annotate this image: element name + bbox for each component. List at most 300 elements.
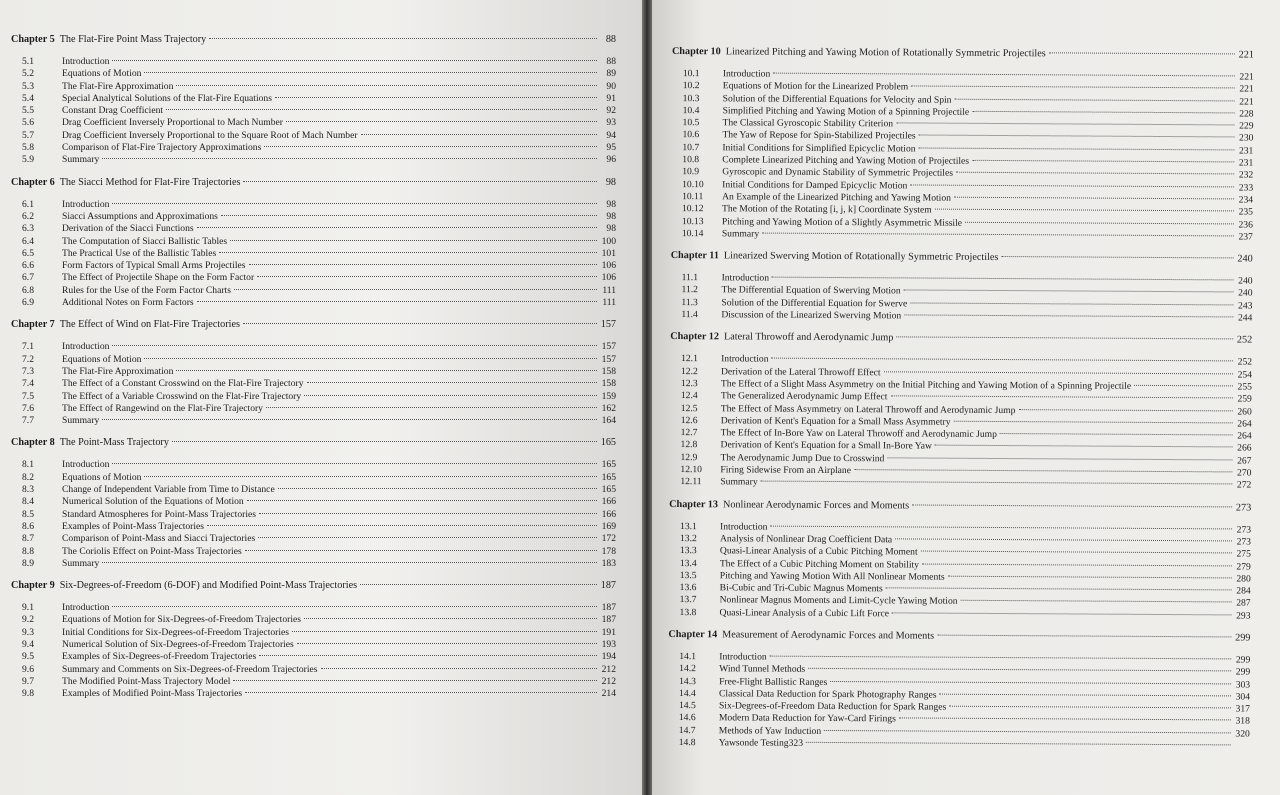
dot-leader: [172, 441, 597, 442]
dot-leader: [112, 345, 597, 346]
dot-leader: [884, 371, 1233, 374]
section-title: Derivation of the Lateral Throwoff Effect: [720, 365, 881, 378]
section-title: Derivation of Kent's Equation for a Small In-Bore Yaw: [720, 439, 933, 453]
toc-section-row: [11, 81, 616, 93]
section-page-number: 158: [601, 378, 616, 390]
toc-section-row: [11, 546, 616, 558]
dot-leader: [904, 314, 1233, 317]
section-title: Introduction: [720, 520, 768, 533]
section-number: 12.7: [680, 427, 698, 439]
section-page-number: 92: [606, 105, 616, 117]
section-page-number: 214: [601, 688, 616, 700]
section-title: Numerical Solution of Six-Degrees-of-Freedom Trajectories: [62, 638, 294, 650]
chapter-title: The Flat-Fire Point Mass Trajectory: [59, 34, 207, 45]
section-number: 10.2: [682, 80, 700, 92]
dot-leader: [360, 584, 597, 585]
dot-leader: [772, 358, 1234, 362]
section-page-number: 194: [601, 651, 616, 663]
dot-leader: [824, 730, 1231, 733]
section-page-number: 98: [606, 210, 616, 222]
section-number: 7.7: [22, 415, 34, 427]
dot-leader: [102, 562, 597, 563]
toc-section-row: [11, 415, 616, 427]
section-title: Drag Coefficient Inversely Proportional to Mach Number: [62, 117, 283, 129]
dot-leader: [266, 407, 597, 408]
section-number: 5.9: [22, 154, 34, 166]
dot-leader: [954, 421, 1233, 424]
dot-leader: [278, 488, 597, 489]
section-number: 13.7: [679, 594, 697, 606]
section-page-number: 158: [601, 365, 616, 377]
section-number: 13.3: [679, 545, 697, 557]
dot-leader: [102, 158, 597, 159]
section-page-number: 284: [1236, 585, 1251, 597]
toc-section-row: [11, 236, 616, 248]
dot-leader: [166, 109, 597, 110]
section-page-number: 255: [1237, 381, 1252, 393]
dot-leader: [949, 706, 1231, 709]
toc-section-row: [670, 309, 1252, 325]
section-page-number: 183: [601, 557, 616, 569]
section-title: The Classical Gyroscopic Stability Criterion: [722, 117, 894, 130]
section-title: Examples of Six-Degrees-of-Freedom Trajectories: [62, 651, 257, 663]
section-page-number: 304: [1235, 691, 1251, 703]
section-page-number: 231: [1238, 145, 1254, 157]
section-title: Six-Degrees-of-Freedom Data Reduction for Spark Ranges: [718, 700, 947, 713]
section-number: 10.5: [682, 117, 700, 129]
section-page-number: 234: [1238, 194, 1254, 206]
dot-leader: [954, 98, 1234, 101]
section-title: Gyroscopic and Dynamic Stability of Symmetric Projectiles: [722, 166, 954, 180]
dot-leader: [761, 481, 1233, 485]
chapter-label: Chapter 7: [11, 319, 55, 331]
chapter-label: Chapter 5: [11, 34, 55, 45]
section-title: Equations of Motion: [62, 68, 142, 80]
book-gutter: [642, 0, 652, 795]
chapter-label: Chapter 6: [11, 176, 55, 188]
section-number: 12.10: [680, 464, 703, 476]
section-page-number: 100: [601, 235, 616, 247]
toc-section-row: [11, 272, 616, 284]
toc-section-row: [11, 199, 616, 211]
dot-leader: [304, 618, 597, 619]
dot-leader: [245, 692, 597, 693]
section-page-number: 212: [601, 663, 616, 675]
section-title: Solution of the Differential Equation for Swerve: [721, 297, 908, 310]
section-number: 14.8: [678, 737, 696, 749]
section-number: 8.6: [22, 520, 34, 532]
dot-leader: [972, 111, 1235, 114]
section-page-number: 233: [1238, 182, 1254, 194]
dot-leader: [144, 72, 597, 73]
section-title: The Coriolis Effect on Point-Mass Trajectories: [62, 545, 242, 557]
dot-leader: [1000, 433, 1233, 435]
section-page-number: 157: [601, 353, 616, 365]
dot-leader: [112, 60, 597, 61]
section-number: 12.8: [680, 439, 698, 451]
section-title: Introduction: [62, 602, 110, 614]
chapter-title: Measurement of Aerodynamic Forces and Moments: [722, 629, 935, 642]
section-title: Introduction: [722, 68, 771, 80]
section-title: The Differential Equation of Swerving Motion: [721, 284, 901, 297]
section-title: The Motion of the Rotating [i, j, k] Coordinate System: [721, 203, 932, 216]
toc-section-row: [11, 558, 616, 570]
section-page-number: 264: [1237, 430, 1252, 442]
toc-section-row: [11, 509, 616, 521]
section-page-number: 93: [606, 117, 616, 129]
section-title: The Effect of a Variable Crosswind on the Flat-Fire Trajectory: [62, 390, 302, 402]
dot-leader: [1001, 256, 1233, 258]
section-number: 6.2: [22, 210, 34, 222]
section-number: 8.4: [22, 496, 34, 508]
section-number: 10.3: [682, 92, 700, 104]
chapter-title: The Siacci Method for Flat-Fire Trajectories: [59, 176, 241, 188]
left-toc: [11, 34, 616, 700]
section-title: Examples of Point-Mass Trajectories: [62, 520, 205, 532]
chapter-label: Chapter 13: [669, 498, 719, 510]
section-page-number: 89: [606, 68, 616, 80]
section-page-number: 98: [606, 198, 616, 210]
section-number: 6.3: [22, 223, 34, 235]
toc-section-row: [11, 93, 616, 105]
section-number: 6.6: [22, 260, 34, 272]
section-number: 5.3: [22, 80, 34, 92]
dot-leader: [257, 276, 597, 277]
toc-section-row: [11, 154, 616, 166]
dot-leader: [259, 655, 597, 656]
section-page-number: 88: [606, 56, 616, 67]
section-title: Nonlinear Magnus Moments and Limit-Cycle Yawing Motion: [719, 594, 958, 608]
chapter-label: Chapter 8: [11, 437, 55, 449]
section-page-number: 273: [1236, 536, 1252, 548]
dot-leader: [896, 337, 1233, 340]
section-page-number: 111: [602, 284, 616, 296]
section-number: 13.1: [680, 520, 697, 532]
toc-section-row: [11, 117, 616, 129]
section-number: 12.3: [680, 377, 698, 390]
dot-leader: [939, 694, 1231, 697]
chapter-block: [11, 580, 616, 700]
section-page-number: 320: [1235, 728, 1250, 740]
dot-leader: [808, 668, 1231, 672]
toc-section-row: [11, 68, 616, 80]
dot-leader: [292, 631, 597, 632]
section-number: 8.8: [22, 545, 34, 557]
dot-leader: [245, 550, 597, 551]
chapter-page-number: 187: [600, 580, 616, 592]
section-number: 8.5: [22, 508, 34, 520]
section-title: Drag Coefficient Inversely Proportional to the Square Root of Mach Number: [62, 129, 358, 141]
dot-leader: [830, 681, 1231, 684]
dot-leader: [921, 551, 1232, 554]
dot-leader: [176, 370, 597, 371]
section-number: 8.2: [22, 471, 34, 483]
toc-section-row: [11, 459, 616, 471]
section-number: 10.6: [682, 129, 700, 141]
dot-leader: [209, 38, 597, 39]
chapter-page-number: 88: [605, 34, 616, 45]
toc-section-row: [11, 651, 616, 663]
dot-leader: [207, 525, 597, 526]
dot-leader: [112, 463, 597, 464]
section-number: 9.6: [22, 663, 34, 675]
dot-leader: [773, 73, 1235, 77]
toc-section-row: [11, 248, 616, 260]
section-page-number: 264: [1237, 418, 1252, 430]
toc-section-row: [11, 664, 616, 676]
dot-leader: [919, 135, 1235, 138]
section-number: 10.13: [681, 215, 704, 227]
dot-leader: [899, 718, 1231, 721]
chapter-page-number: 221: [1238, 49, 1254, 61]
toc-section-row: [11, 260, 616, 272]
section-page-number: 259: [1237, 393, 1252, 405]
chapter-heading: [11, 437, 616, 449]
section-page-number: 212: [601, 675, 616, 687]
dot-leader: [286, 121, 597, 122]
section-page-number: 165: [601, 459, 616, 471]
section-page-number: 162: [601, 402, 616, 414]
dot-leader: [948, 575, 1232, 578]
section-title: Equations of Motion for the Linearized Problem: [722, 80, 909, 93]
dot-leader: [887, 457, 1232, 460]
section-title: The Modified Point-Mass Trajectory Model: [62, 675, 231, 687]
dot-leader: [935, 209, 1234, 212]
section-title: The Aerodynamic Jump Due to Crosswind: [720, 452, 885, 465]
section-page-number: 95: [606, 142, 616, 154]
section-number: 12.2: [680, 365, 698, 377]
section-number: 8.1: [22, 459, 34, 471]
dot-leader: [304, 395, 597, 396]
section-number: 12.5: [680, 402, 698, 414]
section-number: 9.1: [22, 602, 34, 614]
section-number: 6.1: [22, 198, 34, 210]
section-page-number: 240: [1238, 275, 1253, 287]
dot-leader: [911, 86, 1235, 89]
section-title: Methods of Yaw Induction: [718, 725, 822, 737]
section-title: The Flat-Fire Approximation: [62, 80, 174, 92]
chapter-heading: [11, 34, 616, 46]
chapter-title: Linearized Swerving Motion of Rotationally Symmetric Projectiles: [723, 250, 999, 264]
dot-leader: [297, 643, 597, 644]
chapter-page-number: 98: [605, 176, 616, 188]
section-title: Introduction: [62, 56, 110, 67]
chapter-label: Chapter 12: [670, 331, 720, 343]
section-title: Examples of Modified Point-Mass Trajectories: [62, 688, 243, 700]
section-number: 14.5: [678, 700, 696, 712]
dot-leader: [890, 396, 1232, 399]
chapter-page-number: 252: [1236, 334, 1253, 346]
section-title: The Effect of a Constant Crosswind on the Flat-Fire Trajectory: [62, 378, 304, 390]
section-title: Modern Data Reduction for Yaw-Card Firings: [718, 712, 896, 725]
toc-section-row: [11, 496, 616, 508]
section-page-number: 275: [1236, 548, 1251, 560]
section-title: Introduction: [719, 651, 767, 663]
toc-section-row: [11, 403, 616, 415]
dot-leader: [361, 134, 597, 135]
section-title: Introduction: [721, 353, 769, 365]
section-page-number: 165: [601, 471, 616, 483]
section-number: 10.8: [682, 154, 700, 166]
dot-leader: [912, 504, 1232, 507]
section-page-number: 94: [606, 129, 616, 141]
section-title: Quasi-Linear Analysis of a Cubic Pitching Moment: [719, 545, 918, 558]
section-title: Initial Conditions for Six-Degrees-of-Freedom Trajectories: [62, 626, 290, 638]
dot-leader: [771, 525, 1233, 529]
section-number: 12.6: [680, 414, 698, 426]
chapter-page-number: 273: [1235, 502, 1252, 514]
section-title: Discussion of the Linearized Swerving Motion: [721, 309, 902, 322]
chapter-block: [669, 331, 1252, 492]
section-number: 7.3: [22, 365, 34, 377]
dot-leader: [910, 302, 1233, 305]
section-page-number: 221: [1239, 83, 1254, 95]
section-page-number: 254: [1237, 369, 1253, 381]
chapter-page-number: 299: [1235, 632, 1251, 644]
chapter-block: [671, 46, 1254, 244]
section-number: 6.4: [22, 235, 34, 247]
dot-leader: [249, 264, 597, 265]
section-page-number: 229: [1239, 120, 1254, 132]
dot-leader: [886, 587, 1232, 590]
toc-section-row: [668, 737, 1250, 753]
section-title: The Effect of a Slight Mass Asymmetry on the Initial Pitching and Yawing Motion of a Spinning Projectile: [720, 378, 1132, 392]
chapter-block: [11, 319, 616, 427]
section-number: 13.8: [679, 606, 697, 618]
toc-section-row: [11, 341, 616, 353]
section-page-number: 299: [1235, 666, 1251, 678]
section-title: Introduction: [721, 272, 770, 284]
section-title: Bi-Cubic and Tri-Cubic Magnus Moments: [719, 582, 883, 595]
section-title: The Effect of a Cubic Pitching Moment on Stability: [719, 557, 920, 571]
section-number: 7.4: [22, 378, 34, 390]
chapter-page-number: 165: [600, 437, 616, 449]
dot-leader: [961, 600, 1232, 603]
dot-leader: [144, 358, 597, 359]
dot-leader: [230, 240, 597, 241]
section-page-number: 231: [1238, 157, 1254, 169]
dot-leader: [275, 97, 597, 98]
dot-leader: [221, 215, 597, 216]
chapter-heading: [670, 331, 1252, 347]
toc-section-row: [669, 476, 1251, 492]
section-page-number: 91: [606, 92, 616, 104]
chapter-block: [11, 177, 616, 310]
section-number: 14.7: [678, 724, 696, 736]
toc-section-row: [11, 614, 616, 626]
section-title: Wind Tunnel Methods: [719, 663, 806, 676]
section-number: 13.6: [679, 582, 697, 594]
section-page-number: 111: [602, 297, 616, 309]
section-title: Pitching and Yawing Motion With All Nonlinear Moments: [719, 570, 945, 583]
dot-leader: [895, 538, 1232, 541]
section-page-number: 169: [601, 520, 616, 532]
chapter-block: [668, 499, 1251, 623]
section-page-number: 317: [1235, 703, 1250, 715]
section-page-number: 237: [1238, 231, 1253, 243]
dot-leader: [904, 290, 1234, 293]
section-number: 11.1: [681, 272, 699, 284]
section-number: 9.8: [22, 688, 34, 700]
section-page-number: 157: [601, 341, 616, 353]
section-page-number: 252: [1237, 356, 1253, 368]
toc-section-row: [11, 130, 616, 142]
section-page-number: 318: [1235, 715, 1250, 728]
section-number: 5.1: [22, 56, 34, 67]
section-number: 10.14: [681, 227, 704, 240]
section-title: Analysis of Nonlinear Drag Coefficient Data: [719, 533, 893, 546]
section-number: 5.8: [22, 142, 34, 154]
dot-leader: [937, 635, 1231, 638]
section-page-number: 166: [601, 496, 616, 508]
section-number: 14.1: [679, 651, 697, 663]
toc-section-row: [11, 472, 616, 484]
dot-leader: [258, 537, 597, 538]
section-number: 5.2: [22, 68, 34, 80]
section-title: Summary: [721, 228, 760, 240]
chapter-title: Nonlinear Aerodynamic Forces and Moments: [722, 498, 910, 512]
section-title: The Effect of Rangewind on the Flat-Fire Trajectory: [62, 402, 263, 414]
chapter-label: Chapter 14: [668, 628, 718, 641]
chapter-title: Linearized Pitching and Yawing Motion of Rotationally Symmetric Projectiles: [725, 46, 1046, 60]
section-title: Comparison of Point-Mass and Siacci Trajectories: [62, 533, 256, 545]
section-number: 6.5: [22, 247, 34, 259]
section-title: Firing Sidewise From an Airplane: [720, 464, 852, 477]
dot-leader: [219, 252, 597, 253]
section-page-number: 244: [1237, 312, 1253, 324]
section-number: 11.4: [681, 309, 698, 321]
section-title: Summary: [720, 476, 758, 488]
dot-leader: [247, 500, 597, 501]
section-title: Summary: [62, 557, 100, 569]
dot-leader: [935, 445, 1233, 448]
dot-leader: [176, 85, 597, 86]
section-title: Summary: [62, 154, 100, 166]
section-title: Rules for the Use of the Form Factor Charts: [62, 284, 231, 296]
section-page-number: 273: [1236, 524, 1252, 536]
section-page-number: 187: [601, 602, 616, 614]
chapter-heading: [671, 250, 1253, 266]
dot-leader: [1018, 409, 1232, 411]
chapter-page-number: 240: [1237, 253, 1253, 265]
dot-leader: [954, 197, 1234, 200]
chapter-heading: [11, 580, 616, 592]
section-title: Pitching and Yawing Motion of a Slightly Asymmetric Missile: [721, 215, 963, 229]
section-page-number: 266: [1237, 442, 1252, 454]
toc-section-row: [11, 297, 616, 309]
chapter-label: Chapter 10: [671, 46, 721, 58]
section-title: Special Analytical Solutions of the Flat-Fire Equations: [62, 92, 272, 104]
chapter-label: Chapter 11: [670, 250, 719, 262]
section-number: 14.3: [679, 675, 696, 687]
section-number: 13.4: [679, 557, 697, 569]
section-title: An Example of the Linearized Pitching and Yawing Motion: [722, 191, 951, 204]
chapter-page-number: 157: [600, 319, 616, 331]
section-title: The Effect of Mass Asymmetry on Lateral Throwoff and Aerodynamic Jump: [720, 402, 1016, 416]
dot-leader: [321, 668, 597, 669]
right-toc: [668, 46, 1254, 753]
chapter-block: [11, 34, 616, 167]
section-page-number: 228: [1239, 108, 1254, 120]
toc-section-row: [11, 688, 616, 700]
dot-leader: [772, 277, 1234, 281]
section-page-number: 270: [1236, 467, 1252, 479]
section-page-number: 232: [1238, 169, 1254, 181]
chapter-title: Six-Degrees-of-Freedom (6-DOF) and Modified Point-Mass Trajectories: [59, 580, 358, 592]
section-page-number: 293: [1236, 610, 1251, 622]
toc-section-row: [11, 366, 616, 378]
section-number: 13.5: [679, 569, 697, 581]
